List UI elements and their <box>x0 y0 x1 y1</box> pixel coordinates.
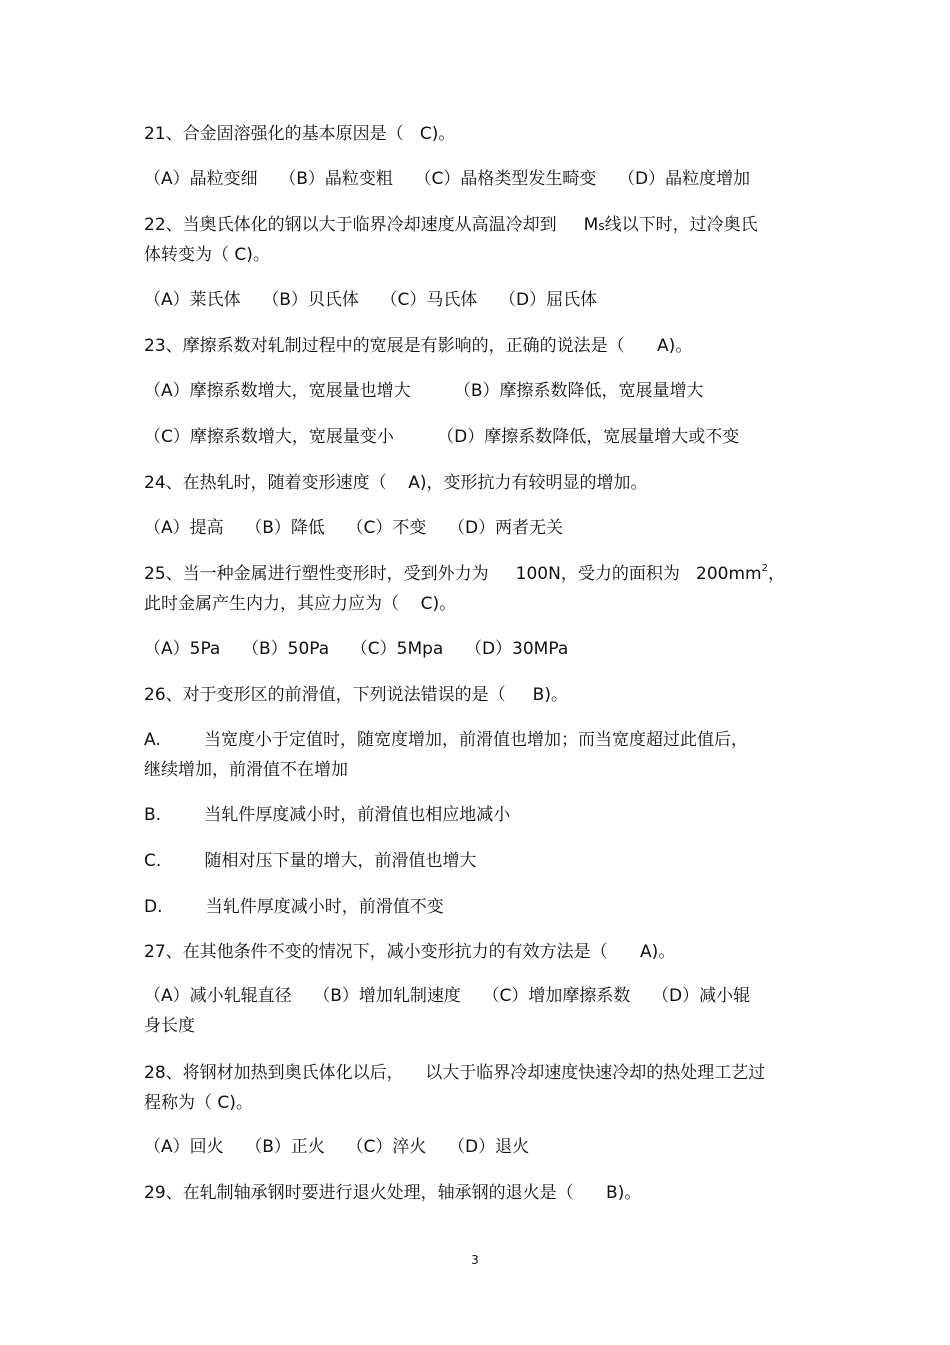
question-29: 29、在轧制轴承钢时要进行退火处理，轴承钢的退火是（ B)。 <box>144 1183 642 1203</box>
q25-options: （A）5Pa （B）50Pa （C）5Mpa （D）30MPa <box>144 639 569 659</box>
question-23: 23、摩擦系数对轧制过程中的宽展是有影响的，正确的说法是（ A)。 <box>144 336 693 356</box>
q24-options: （A）提高 （B）降低 （C）不变 （D）两者无关 <box>144 518 564 538</box>
question-22-line2: 体转变为（ C)。 <box>144 245 270 265</box>
q23-options-line1: （A）摩擦系数增大，宽展量也增大 （B）摩擦系数降低，宽展量增大 <box>144 381 704 401</box>
q26-option-b: B. 当轧件厚度减小时，前滑值也相应地减小 <box>144 805 511 825</box>
q21-options: （A）晶粒变细 （B）晶粒变粗 （C）晶格类型发生畸变 （D）晶粒度增加 <box>144 169 751 189</box>
question-25-line1: 25、当一种金属进行塑性变形时，受到外力为 100N，受力的面积为 $200mm^2$， <box>144 563 785 584</box>
question-27: 27、在其他条件不变的情况下，减小变形抗力的有效方法是（ A)。 <box>144 942 676 962</box>
page-number: 3 <box>471 1253 479 1267</box>
q28-options: （A）回火 （B）正火 （C）淬火 （D）退火 <box>144 1137 530 1157</box>
q23-options-line2: （C）摩擦系数增大，宽展量变小 （D）摩擦系数降低，宽展量增大或不变 <box>144 427 740 447</box>
q22-options: （A）莱氏体 （B）贝氏体 （C）马氏体 （D）屈氏体 <box>144 290 598 310</box>
q26-option-d: D. 当轧件厚度减小时，前滑值不变 <box>144 897 444 917</box>
q26-option-a-line1: A. 当宽度小于定值时，随宽度增加，前滑值也增加；而当宽度超过此值后， <box>144 730 748 750</box>
question-25-line2: 此时金属产生内力，其应力应为（ C)。 <box>144 594 457 614</box>
question-28-line1: 28、将钢材加热到奥氏体化以后， 以大于临界冷却速度快速冷却的热处理工艺过 <box>144 1063 766 1083</box>
question-21: 21、合金固溶强化的基本原因是（ C)。 <box>144 124 456 144</box>
question-26: 26、对于变形区的前滑值，下列说法错误的是（ B)。 <box>144 685 568 705</box>
q26-option-c: C. 随相对压下量的增大，前滑值也增大 <box>144 851 477 871</box>
question-22-line1: 22、当奥氏体化的钢以大于临界冷却速度从高温冷却到 Ms线以下时，过冷奥氏 <box>144 215 758 235</box>
q27-options-line2: 身长度 <box>144 1016 195 1036</box>
question-28-line2: 程称为（ C)。 <box>144 1093 253 1113</box>
q26-option-a-line2: 继续增加，前滑值不在增加 <box>144 760 348 780</box>
q27-options-line1: （A）减小轧辊直径 （B）增加轧制速度 （C）增加摩擦系数 （D）减小辊 <box>144 986 751 1006</box>
question-24: 24、在热轧时，随着变形速度（ A)，变形抗力有较明显的增加。 <box>144 473 648 493</box>
